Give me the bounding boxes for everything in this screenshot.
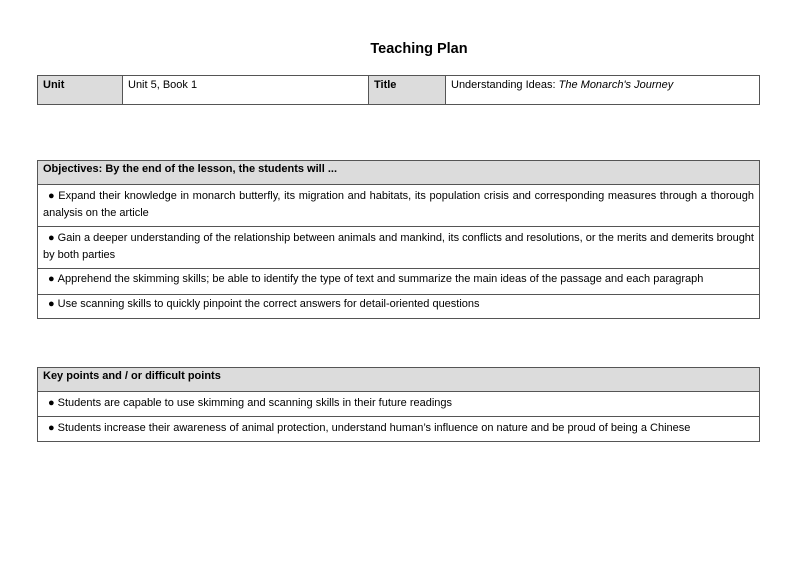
list-item [38,269,760,295]
objectives-table [37,160,760,319]
title-value-prefix: Understanding Ideas: [451,79,559,91]
key-points-table [37,367,760,442]
title-label: Title [369,76,446,105]
key-points-heading: Key points and / or difficult points [38,368,760,392]
title-value-italic: The Monarch's Journey [558,79,674,91]
unit-info-row [38,76,760,105]
objectives-heading: Objectives: By the end of the lesson, the students will ... [38,161,760,185]
list-item [38,392,760,417]
title-value [446,76,760,105]
objective-text: Use scanning skills to quickly pinpoint the correct answers for detail-oriented questions [57,298,480,310]
key-point-text: Students are capable to use skimming and scanning skills in their future readings [57,397,453,409]
list-item [38,185,760,227]
list-item [38,417,760,442]
key-point-text: Students increase their awareness of animal protection, understand human’s influence on nature and be proud of being a Chinese [57,422,691,434]
bullet-icon: ● [48,190,56,202]
objective-text: Gain a deeper understanding of the relationship between animals and mankind, its conflicts and resolutions, or the merits and demerits brought by both parties [43,232,754,261]
bullet-icon: ● [48,298,55,310]
unit-label: Unit [38,76,123,105]
bullet-icon: ● [48,397,55,409]
bullet-icon: ● [48,422,55,434]
objective-text: Apprehend the skimming skills; be able to identify the type of text and summarize the main ideas of the passage and each paragraph [57,273,704,285]
bullet-icon: ● [48,232,55,244]
bullet-icon: ● [48,273,55,285]
list-item [38,227,760,269]
unit-value: Unit 5, Book 1 [123,76,369,105]
page-title: Teaching Plan [370,41,468,57]
list-item [38,295,760,319]
objective-text: Expand their knowledge in monarch butterfly, its migration and habitats, its population crisis and corresponding measures through a thorough analysis on the article [43,190,754,219]
unit-info-table [37,75,760,105]
